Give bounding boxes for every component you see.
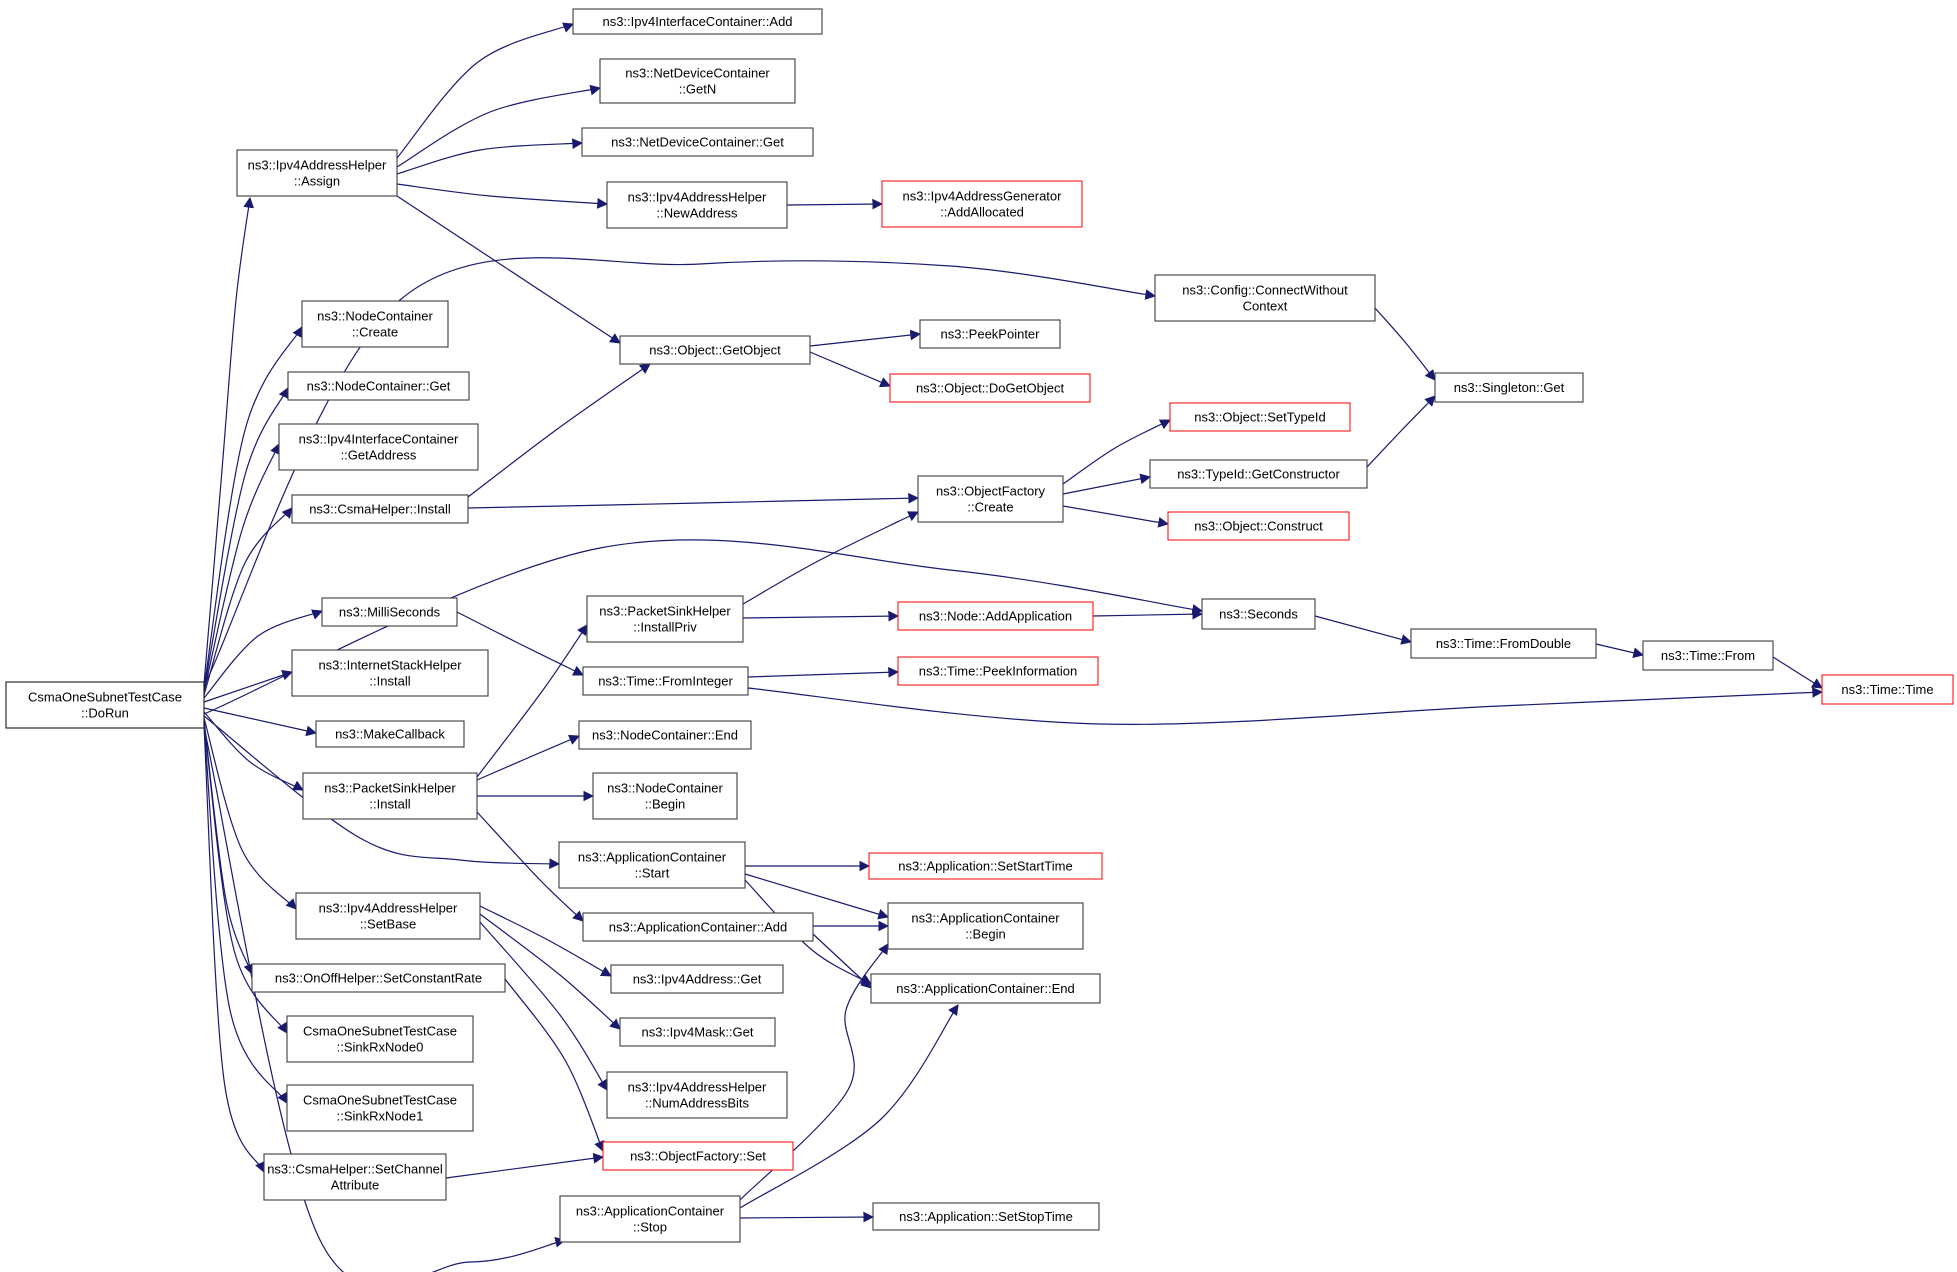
node-label: ns3::ObjectFactory::Set (630, 1148, 766, 1164)
edge-getCtor-to-singleton (1367, 396, 1435, 467)
node-setChanAttr[interactable] (264, 1154, 446, 1200)
node-ofSet[interactable] (603, 1142, 793, 1170)
edge-installPriv-to-addApp (743, 616, 898, 618)
node-label: ns3::Time::Time (1841, 682, 1934, 697)
edge-setConstRate-to-ofSet (505, 979, 603, 1151)
node-label: Context (1242, 298, 1288, 314)
node-label: ns3::MakeCallback (335, 726, 445, 742)
edge-getObject-to-peekPointer (810, 334, 920, 346)
node-addAlloc[interactable] (882, 181, 1082, 227)
node-acBegin[interactable] (888, 903, 1083, 949)
node-doGetObject[interactable] (890, 374, 1090, 402)
node-label: Attribute (330, 1177, 380, 1193)
edge-setChanAttr-to-ofSet (446, 1157, 603, 1178)
node-isInstall[interactable] (292, 650, 488, 696)
node-ndcGet[interactable] (582, 128, 813, 156)
node-setBase[interactable] (296, 893, 480, 939)
node-label: ::DoRun (81, 705, 129, 721)
node-timeTime[interactable] (1822, 675, 1953, 704)
edge-cwc-to-singleton (1375, 308, 1435, 380)
edge-assign-to-iicAdd (397, 24, 573, 158)
edge-assign-to-ndcGet (397, 143, 582, 174)
node-label: ::InstallPriv (633, 619, 697, 635)
edge-assign-to-ndcGetN (397, 88, 600, 167)
node-label: ::NumAddressBits (644, 1095, 750, 1111)
node-label: ::Start (634, 865, 670, 881)
node-label: ns3::OnOffHelper::SetConstantRate (274, 970, 483, 986)
node-ipv4Get[interactable] (611, 965, 783, 993)
node-label: ::SinkRxNode0 (336, 1039, 424, 1055)
edge-dorun-to-setBase (204, 718, 296, 909)
node-peekPointer[interactable] (920, 320, 1060, 348)
node-construct[interactable] (1168, 512, 1349, 540)
node-label: ns3::Singleton::Get (1453, 380, 1565, 395)
node-label: ::GetAddress (340, 447, 417, 463)
node-label: ns3::InternetStackHelper (318, 657, 462, 673)
node-setConstRate[interactable] (252, 964, 505, 992)
node-label: ::NewAddress (656, 205, 738, 221)
node-label: ns3::ApplicationContainer::End (896, 981, 1075, 996)
edge-seconds-to-fromDouble (1315, 616, 1411, 642)
node-label: ns3::NetDeviceContainer::Get (611, 134, 784, 150)
node-label: ns3::Application::SetStopTime (899, 1209, 1073, 1224)
edge-dorun-to-assign (204, 198, 250, 684)
edge-addApp-to-seconds (1093, 614, 1202, 616)
edge-dorun-to-sinkRx1 (204, 724, 287, 1103)
node-ncEnd[interactable] (579, 721, 751, 749)
node-seconds[interactable] (1202, 599, 1315, 629)
node-getObject[interactable] (620, 336, 810, 364)
node-dorun[interactable] (6, 682, 204, 728)
node-iicGetAddr[interactable] (279, 424, 478, 470)
node-singleton[interactable] (1435, 373, 1583, 402)
node-ndcGetN[interactable] (600, 59, 795, 103)
node-label: ns3::Ipv4AddressHelper (318, 900, 458, 916)
node-label: ::Assign (293, 173, 341, 189)
node-label: ns3::Ipv4Address::Get (632, 971, 762, 987)
node-label: ns3::Ipv4InterfaceContainer (298, 431, 459, 447)
node-label: ns3::ApplicationContainer (911, 910, 1060, 926)
node-installPriv[interactable] (587, 596, 743, 642)
node-label: ::Begin (965, 926, 1006, 942)
node-label: ns3::PeekPointer (940, 326, 1040, 342)
node-label: CsmaOneSubnetTestCase (303, 1092, 457, 1108)
node-label: ::AddAllocated (940, 204, 1024, 220)
node-psInstall[interactable] (303, 773, 477, 819)
edge-acAdd-to-acEnd (813, 934, 871, 988)
node-assign[interactable] (237, 150, 397, 196)
node-ncCreate[interactable] (302, 301, 448, 347)
node-label: ns3::Ipv4AddressHelper (627, 1079, 767, 1095)
node-label: ns3::CsmaHelper::SetChannel (267, 1161, 443, 1177)
edge-dorun-to-csmaInstall (204, 508, 292, 695)
node-acAdd[interactable] (583, 913, 813, 941)
node-timeFrom[interactable] (1643, 641, 1773, 670)
node-label: ns3::Ipv4AddressHelper (247, 157, 387, 173)
node-label: ns3::NetDeviceContainer (625, 65, 770, 81)
node-getCtor[interactable] (1150, 460, 1367, 488)
node-ncGet[interactable] (288, 372, 469, 400)
node-label: ns3::NodeContainer (607, 780, 723, 796)
node-label: ns3::Ipv4Mask::Get (641, 1024, 754, 1040)
edge-fromInteger-to-peekInfo (748, 672, 898, 677)
node-addApp[interactable] (898, 602, 1093, 630)
node-label: ns3::Ipv4AddressHelper (627, 189, 767, 205)
node-label: ::Install (369, 673, 411, 689)
node-label: ::Create (351, 324, 399, 340)
node-label: ns3::Time::FromInteger (598, 673, 733, 689)
node-label: ns3::PacketSinkHelper (324, 780, 456, 796)
node-newAddr[interactable] (607, 182, 787, 228)
edge-csmaInstall-to-getObject (468, 364, 650, 497)
edge-ofCreate-to-construct (1063, 506, 1168, 524)
node-label: ns3::Ipv4InterfaceContainer::Add (602, 14, 793, 29)
node-label: ns3::Time::From (1660, 648, 1756, 663)
node-label: ns3::Object::Construct (1194, 518, 1323, 534)
node-label: ns3::Object::SetTypeId (1194, 409, 1326, 425)
node-sinkRx1[interactable] (287, 1085, 473, 1131)
edge-csmaInstall-to-ofCreate (468, 498, 918, 508)
node-label: ns3::ApplicationContainer (575, 1203, 725, 1219)
node-label: ::GetN (678, 81, 717, 97)
node-label: ns3::Time::FromDouble (1435, 636, 1572, 651)
edge-acStop-to-setStopTime (740, 1217, 873, 1218)
node-label: ::SinkRxNode1 (336, 1108, 424, 1124)
node-label: ns3::Ipv4AddressGenerator (902, 188, 1062, 204)
node-numBits[interactable] (607, 1072, 787, 1118)
edge-getObject-to-doGetObject (810, 352, 890, 386)
node-label: ::Stop (633, 1219, 667, 1235)
edge-fromDouble-to-timeFrom (1596, 644, 1643, 655)
node-setStopTime[interactable] (873, 1203, 1099, 1230)
node-acStart[interactable] (559, 842, 745, 888)
node-label: ns3::NodeContainer::Get (306, 378, 451, 394)
node-label: ns3::ApplicationContainer::Add (608, 919, 788, 935)
node-label: ns3::ObjectFactory (935, 483, 1046, 499)
edge-acStart-to-acBegin (745, 874, 888, 917)
edge-dorun-to-isInstall (204, 672, 292, 702)
node-label: ns3::ApplicationContainer (577, 849, 727, 865)
node-label: ns3::NodeContainer (317, 308, 433, 324)
node-label: ::SetBase (359, 916, 417, 932)
node-label: ns3::MilliSeconds (338, 604, 441, 620)
node-label: CsmaOneSubnetTestCase (303, 1023, 457, 1039)
node-label: CsmaOneSubnetTestCase (28, 689, 182, 705)
node-makeCb[interactable] (316, 721, 464, 747)
node-peekInfo[interactable] (898, 657, 1098, 685)
node-setTypeId[interactable] (1170, 403, 1350, 431)
node-fromDouble[interactable] (1411, 629, 1596, 658)
edge-psInstall-to-installPriv (477, 625, 587, 777)
node-fromInteger[interactable] (583, 667, 748, 695)
edge-fromInteger-to-timeTime (748, 688, 1822, 724)
node-label: ::Create (967, 499, 1014, 515)
node-label: ns3::NodeContainer::End (592, 727, 738, 743)
node-acStop[interactable] (560, 1196, 740, 1242)
node-label: ns3::CsmaHelper::Install (309, 501, 451, 517)
node-label: ns3::Node::AddApplication (918, 608, 1073, 624)
node-milli[interactable] (322, 598, 457, 626)
node-ofCreate[interactable] (918, 476, 1063, 522)
edge-timeFrom-to-timeTime (1773, 657, 1822, 688)
node-acEnd[interactable] (871, 974, 1100, 1003)
node-label: ns3::PacketSinkHelper (599, 603, 731, 619)
node-sinkRx0[interactable] (287, 1016, 473, 1062)
node-label: ns3::Time::PeekInformation (918, 663, 1078, 679)
node-layer (6, 9, 1953, 1242)
node-csmaInstall[interactable] (292, 495, 468, 523)
node-label: ns3::Object::DoGetObject (915, 380, 1065, 396)
node-maskGet[interactable] (620, 1018, 775, 1046)
node-setStartTime[interactable] (869, 853, 1102, 879)
edge-newAddr-to-addAlloc (787, 204, 882, 205)
node-label: ns3::TypeId::GetConstructor (1177, 466, 1340, 482)
node-ncBegin[interactable] (593, 773, 737, 819)
node-iicAdd[interactable] (573, 9, 822, 34)
node-label: ns3::Config::ConnectWithout (1182, 282, 1348, 298)
node-label: ::Install (369, 796, 411, 812)
node-label: ns3::Application::SetStartTime (898, 858, 1073, 874)
node-cwc[interactable] (1155, 275, 1375, 321)
node-label: ns3::Seconds (1219, 606, 1298, 622)
edge-installPriv-to-ofCreate (743, 512, 918, 604)
node-label: ::Begin (644, 796, 686, 812)
node-label: ns3::Object::GetObject (649, 342, 781, 358)
edge-ofCreate-to-getCtor (1063, 477, 1150, 494)
edge-assign-to-newAddr (397, 184, 607, 204)
edge-setBase-to-numBits (480, 922, 607, 1090)
